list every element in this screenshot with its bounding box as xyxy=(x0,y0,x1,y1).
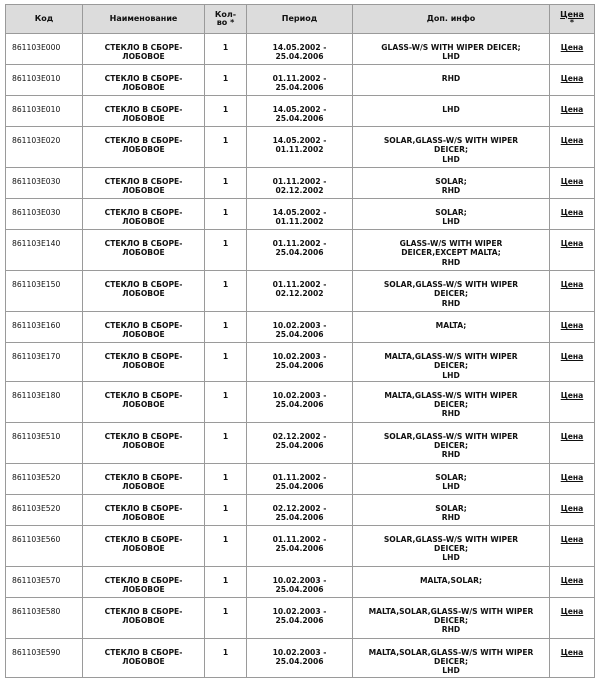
part-name xyxy=(83,127,205,168)
part-code: 861103E180 xyxy=(6,381,83,422)
info-line2: LHD xyxy=(442,217,460,227)
part-period xyxy=(247,343,353,382)
info-line1: GLASS-W/S WITH WIPER DEICER; xyxy=(381,43,521,52)
part-name-line2: ЛОБОВОЕ xyxy=(122,217,165,227)
part-name-line1: СТЕКЛО В СБОРЕ- xyxy=(104,606,183,616)
price-cell xyxy=(550,638,595,677)
price-link[interactable]: Цена xyxy=(560,647,584,657)
info-line1: MALTA,SOLAR; xyxy=(419,575,483,585)
header-qty-line2-text: во xyxy=(216,18,228,27)
info-line3: RHD xyxy=(441,409,461,419)
part-name-line2: ЛОБОВОЕ xyxy=(122,361,165,371)
table-row xyxy=(6,597,595,638)
period-end: 25.04.2006 xyxy=(275,114,324,124)
part-name-line1: СТЕКЛО В СБОРЕ- xyxy=(104,431,183,441)
period-start: 10.02.2003 - xyxy=(272,575,327,585)
part-name-line1: СТЕКЛО В СБОРЕ- xyxy=(104,472,183,482)
period-end: 25.04.2006 xyxy=(275,513,324,522)
price-link[interactable]: Цена xyxy=(560,575,584,585)
info-line2: DEICER; xyxy=(434,544,468,553)
info-line1: GLASS-W/S WITH WIPER xyxy=(399,239,503,248)
part-name xyxy=(83,422,205,463)
part-name xyxy=(83,65,205,96)
part-qty: 1 xyxy=(205,566,247,597)
price-link[interactable]: Цена xyxy=(560,390,584,400)
period-start: 02.12.2002 - xyxy=(272,503,327,513)
info-line1: SOLAR; xyxy=(435,208,467,217)
info-line2: RHD xyxy=(441,513,461,522)
part-name-line1: СТЕКЛО В СБОРЕ- xyxy=(104,280,183,289)
part-qty: 1 xyxy=(205,127,247,168)
price-link[interactable]: Цена xyxy=(560,534,584,544)
period-start: 14.05.2002 - xyxy=(272,105,327,114)
table-row xyxy=(6,463,595,494)
part-info xyxy=(353,381,550,422)
part-code: 861103E030 xyxy=(6,168,83,199)
header-name: Наименование xyxy=(83,5,205,34)
part-info xyxy=(353,597,550,638)
header-qty xyxy=(205,5,247,34)
table-row xyxy=(6,168,595,199)
price-cell xyxy=(550,65,595,96)
price-link[interactable]: Цена xyxy=(560,503,584,513)
part-info xyxy=(353,65,550,96)
part-name xyxy=(83,312,205,343)
table-row xyxy=(6,566,595,597)
info-line3: LHD xyxy=(442,553,460,563)
header-price-mark: * xyxy=(569,18,575,27)
table-body xyxy=(6,34,595,678)
period-start: 10.02.2003 - xyxy=(272,606,327,616)
part-name-line2: ЛОБОВОЕ xyxy=(122,585,165,594)
part-period xyxy=(247,271,353,312)
part-name-line2: ЛОБОВОЕ xyxy=(122,441,165,450)
part-name-line2: ЛОБОВОЕ xyxy=(122,513,165,522)
part-code: 861103E140 xyxy=(6,230,83,271)
part-name-line1: СТЕКЛО В СБОРЕ- xyxy=(104,321,183,330)
header-qty-line1: Кол- xyxy=(214,9,237,19)
info-line3: LHD xyxy=(442,370,460,380)
part-period xyxy=(247,525,353,566)
info-line2: DEICER; xyxy=(434,361,468,371)
info-line2: DEICER; xyxy=(434,145,468,155)
header-code: Код xyxy=(6,5,83,34)
table-row xyxy=(6,638,595,677)
part-name xyxy=(83,494,205,525)
period-end: 25.04.2006 xyxy=(275,330,324,340)
info-line2: DEICER; xyxy=(434,289,468,299)
price-cell xyxy=(550,312,595,343)
part-code: 861103E010 xyxy=(6,96,83,127)
part-name xyxy=(83,34,205,65)
price-link[interactable]: Цена xyxy=(560,74,584,83)
part-code: 861103E570 xyxy=(6,566,83,597)
price-link[interactable]: Цена xyxy=(560,136,584,145)
header-price xyxy=(550,5,595,34)
part-name-line2: ЛОБОВОЕ xyxy=(122,52,165,62)
part-qty: 1 xyxy=(205,168,247,199)
part-name-line2: ЛОБОВОЕ xyxy=(122,400,165,409)
part-info xyxy=(353,168,550,199)
info-line1: SOLAR; xyxy=(435,472,467,482)
part-name-line2: ЛОБОВОЕ xyxy=(122,544,165,553)
part-info xyxy=(353,566,550,597)
info-line1: SOLAR; xyxy=(435,177,467,186)
part-qty: 1 xyxy=(205,230,247,271)
header-qty-mark: * xyxy=(230,18,235,27)
period-end: 25.04.2006 xyxy=(275,657,324,666)
period-end: 25.04.2006 xyxy=(275,83,324,93)
table-row xyxy=(6,525,595,566)
header-price-label: Цена xyxy=(560,9,584,19)
part-name-line2: ЛОБОВОЕ xyxy=(122,83,165,93)
price-link[interactable]: Цена xyxy=(560,208,584,217)
part-period xyxy=(247,199,353,230)
table-row xyxy=(6,381,595,422)
period-start: 01.11.2002 - xyxy=(272,74,327,83)
period-start: 02.12.2002 - xyxy=(272,431,327,441)
part-name-line1: СТЕКЛО В СБОРЕ- xyxy=(104,43,183,52)
part-code: 861103E510 xyxy=(6,422,83,463)
part-qty: 1 xyxy=(205,463,247,494)
part-info xyxy=(353,127,550,168)
info-line2: DEICER,EXCEPT MALTA; xyxy=(401,248,501,258)
period-end: 25.04.2006 xyxy=(275,52,324,62)
info-line3: RHD xyxy=(441,625,461,635)
period-start: 01.11.2002 - xyxy=(272,239,327,248)
part-period xyxy=(247,168,353,199)
price-link[interactable]: Цена xyxy=(560,321,584,330)
part-period xyxy=(247,312,353,343)
info-line3: RHD xyxy=(441,257,461,267)
price-link[interactable]: Цена xyxy=(560,472,584,482)
part-period xyxy=(247,96,353,127)
table-row xyxy=(6,199,595,230)
info-line3: RHD xyxy=(441,298,461,308)
price-cell xyxy=(550,271,595,312)
part-info xyxy=(353,422,550,463)
price-cell xyxy=(550,525,595,566)
part-name xyxy=(83,96,205,127)
part-info xyxy=(353,34,550,65)
part-name-line1: СТЕКЛО В СБОРЕ- xyxy=(104,208,183,217)
part-code: 861103E170 xyxy=(6,343,83,382)
part-period xyxy=(247,65,353,96)
period-end: 02.12.2002 xyxy=(275,289,324,299)
part-qty: 1 xyxy=(205,312,247,343)
price-link[interactable]: Цена xyxy=(560,431,584,441)
part-code: 861103E010 xyxy=(6,65,83,96)
part-period xyxy=(247,463,353,494)
period-start: 14.05.2002 - xyxy=(272,136,327,145)
part-code: 861103E150 xyxy=(6,271,83,312)
part-name-line1: СТЕКЛО В СБОРЕ- xyxy=(104,352,183,361)
part-code: 861103E030 xyxy=(6,199,83,230)
table-row xyxy=(6,34,595,65)
info-line3: LHD xyxy=(442,154,460,164)
part-period xyxy=(247,566,353,597)
part-code: 861103E020 xyxy=(6,127,83,168)
part-code: 861103E520 xyxy=(6,494,83,525)
period-end: 01.11.2002 xyxy=(275,217,324,227)
part-name xyxy=(83,566,205,597)
price-cell xyxy=(550,127,595,168)
price-link[interactable]: Цена xyxy=(560,239,584,248)
price-cell xyxy=(550,343,595,382)
part-info xyxy=(353,525,550,566)
period-end: 25.04.2006 xyxy=(275,361,324,371)
info-line2: LHD xyxy=(442,52,460,62)
info-line3: LHD xyxy=(442,666,460,676)
period-end: 25.04.2006 xyxy=(275,441,324,450)
price-cell xyxy=(550,168,595,199)
part-qty: 1 xyxy=(205,34,247,65)
part-period xyxy=(247,381,353,422)
price-cell xyxy=(550,566,595,597)
part-code: 861103E590 xyxy=(6,638,83,677)
info-line1: MALTA,GLASS-W/S WITH WIPER xyxy=(384,352,518,361)
part-info xyxy=(353,463,550,494)
part-name xyxy=(83,463,205,494)
info-line2: DEICER; xyxy=(434,616,468,625)
part-qty: 1 xyxy=(205,199,247,230)
price-cell xyxy=(550,230,595,271)
table-row xyxy=(6,127,595,168)
info-line1: SOLAR; xyxy=(435,503,467,513)
part-name xyxy=(83,343,205,382)
part-qty: 1 xyxy=(205,638,247,677)
parts-table xyxy=(5,4,595,678)
info-line1: MALTA,GLASS-W/S WITH WIPER xyxy=(384,390,518,400)
part-code: 861103E560 xyxy=(6,525,83,566)
info-line2: DEICER; xyxy=(434,441,468,450)
part-info xyxy=(353,230,550,271)
price-link[interactable]: Цена xyxy=(560,177,584,186)
table-row xyxy=(6,271,595,312)
info-line1: RHD xyxy=(441,74,461,83)
part-name-line2: ЛОБОВОЕ xyxy=(122,616,165,625)
part-name xyxy=(83,230,205,271)
price-cell xyxy=(550,199,595,230)
table-row xyxy=(6,312,595,343)
part-period xyxy=(247,34,353,65)
period-end: 25.04.2006 xyxy=(275,544,324,553)
part-name xyxy=(83,597,205,638)
part-qty: 1 xyxy=(205,597,247,638)
part-name xyxy=(83,381,205,422)
period-start: 10.02.2003 - xyxy=(272,647,327,657)
price-cell xyxy=(550,597,595,638)
part-name-line1: СТЕКЛО В СБОРЕ- xyxy=(104,74,183,83)
part-name-line2: ЛОБОВОЕ xyxy=(122,114,165,124)
part-info xyxy=(353,199,550,230)
part-name-line1: СТЕКЛО В СБОРЕ- xyxy=(104,136,183,145)
info-line2: DEICER; xyxy=(434,657,468,666)
info-line1: SOLAR,GLASS-W/S WITH WIPER xyxy=(383,534,519,544)
part-period xyxy=(247,597,353,638)
part-info xyxy=(353,271,550,312)
period-start: 01.11.2002 - xyxy=(272,534,327,544)
part-code: 861103E000 xyxy=(6,34,83,65)
part-period xyxy=(247,127,353,168)
part-name xyxy=(83,525,205,566)
part-name-line1: СТЕКЛО В СБОРЕ- xyxy=(104,105,183,114)
period-start: 14.05.2002 - xyxy=(272,208,327,217)
part-name-line2: ЛОБОВОЕ xyxy=(122,289,165,299)
period-start: 14.05.2002 - xyxy=(272,43,327,52)
part-info xyxy=(353,96,550,127)
part-name-line2: ЛОБОВОЕ xyxy=(122,248,165,258)
price-link[interactable]: Цена xyxy=(560,606,584,616)
part-info xyxy=(353,343,550,382)
part-period xyxy=(247,638,353,677)
period-end: 25.04.2006 xyxy=(275,585,324,594)
price-cell xyxy=(550,463,595,494)
header-row xyxy=(6,5,595,34)
period-end: 25.04.2006 xyxy=(275,400,324,409)
info-line1: SOLAR,GLASS-W/S WITH WIPER xyxy=(383,431,519,441)
price-cell xyxy=(550,96,595,127)
info-line1: SOLAR,GLASS-W/S WITH WIPER xyxy=(383,136,519,145)
part-name-line1: СТЕКЛО В СБОРЕ- xyxy=(104,647,183,657)
part-name-line2: ЛОБОВОЕ xyxy=(122,482,165,491)
period-end: 25.04.2006 xyxy=(275,616,324,625)
table-row xyxy=(6,343,595,382)
part-name-line1: СТЕКЛО В СБОРЕ- xyxy=(104,575,183,585)
part-name-line2: ЛОБОВОЕ xyxy=(122,186,165,196)
part-name-line1: СТЕКЛО В СБОРЕ- xyxy=(104,534,183,544)
header-qty-line2 xyxy=(205,19,246,27)
period-start: 01.11.2002 - xyxy=(272,472,327,482)
price-cell xyxy=(550,381,595,422)
part-info xyxy=(353,638,550,677)
info-line1: MALTA,SOLAR,GLASS-W/S WITH WIPER xyxy=(368,647,534,657)
part-qty: 1 xyxy=(205,343,247,382)
part-name xyxy=(83,638,205,677)
info-line1: MALTA,SOLAR,GLASS-W/S WITH WIPER xyxy=(368,606,534,616)
part-name-line2: ЛОБОВОЕ xyxy=(122,657,165,666)
part-name-line2: ЛОБОВОЕ xyxy=(122,330,165,340)
part-name-line1: СТЕКЛО В СБОРЕ- xyxy=(104,503,183,513)
part-period xyxy=(247,230,353,271)
part-name-line1: СТЕКЛО В СБОРЕ- xyxy=(104,390,183,400)
price-link[interactable]: Цена xyxy=(560,352,584,361)
part-period xyxy=(247,494,353,525)
part-qty: 1 xyxy=(205,381,247,422)
table-row xyxy=(6,422,595,463)
part-name xyxy=(83,271,205,312)
part-info xyxy=(353,494,550,525)
period-start: 10.02.2003 - xyxy=(272,390,327,400)
price-link[interactable]: Цена xyxy=(560,105,584,114)
period-end: 25.04.2006 xyxy=(275,248,324,258)
period-start: 10.02.2003 - xyxy=(272,321,327,330)
part-name-line1: СТЕКЛО В СБОРЕ- xyxy=(104,239,183,248)
part-name xyxy=(83,199,205,230)
table-row xyxy=(6,494,595,525)
period-start: 01.11.2002 - xyxy=(272,177,327,186)
part-code: 861103E160 xyxy=(6,312,83,343)
table-row xyxy=(6,65,595,96)
price-link[interactable]: Цена xyxy=(560,43,584,52)
info-line2: DEICER; xyxy=(434,400,468,409)
period-start: 10.02.2003 - xyxy=(272,352,327,361)
part-qty: 1 xyxy=(205,271,247,312)
part-period xyxy=(247,422,353,463)
info-line1: SOLAR,GLASS-W/S WITH WIPER xyxy=(383,280,519,289)
part-name-line2: ЛОБОВОЕ xyxy=(122,145,165,155)
info-line2: LHD xyxy=(442,482,460,491)
table-row xyxy=(6,96,595,127)
info-line3: RHD xyxy=(441,450,461,460)
part-code: 861103E580 xyxy=(6,597,83,638)
info-line1: MALTA; xyxy=(435,321,467,330)
price-cell xyxy=(550,422,595,463)
price-link[interactable]: Цена xyxy=(560,280,584,289)
price-cell xyxy=(550,34,595,65)
part-name xyxy=(83,168,205,199)
part-qty: 1 xyxy=(205,494,247,525)
part-info xyxy=(353,312,550,343)
part-qty: 1 xyxy=(205,422,247,463)
period-start: 01.11.2002 - xyxy=(272,280,327,289)
part-qty: 1 xyxy=(205,65,247,96)
part-name-line1: СТЕКЛО В СБОРЕ- xyxy=(104,177,183,186)
info-line2: RHD xyxy=(441,186,461,196)
info-line1: LHD xyxy=(442,105,460,114)
part-qty: 1 xyxy=(205,525,247,566)
table-row xyxy=(6,230,595,271)
price-cell xyxy=(550,494,595,525)
period-end: 01.11.2002 xyxy=(275,145,324,155)
part-code: 861103E520 xyxy=(6,463,83,494)
period-end: 02.12.2002 xyxy=(275,186,324,196)
header-info: Доп. инфо xyxy=(353,5,550,34)
header-period: Период xyxy=(247,5,353,34)
period-end: 25.04.2006 xyxy=(275,482,324,491)
part-qty: 1 xyxy=(205,96,247,127)
